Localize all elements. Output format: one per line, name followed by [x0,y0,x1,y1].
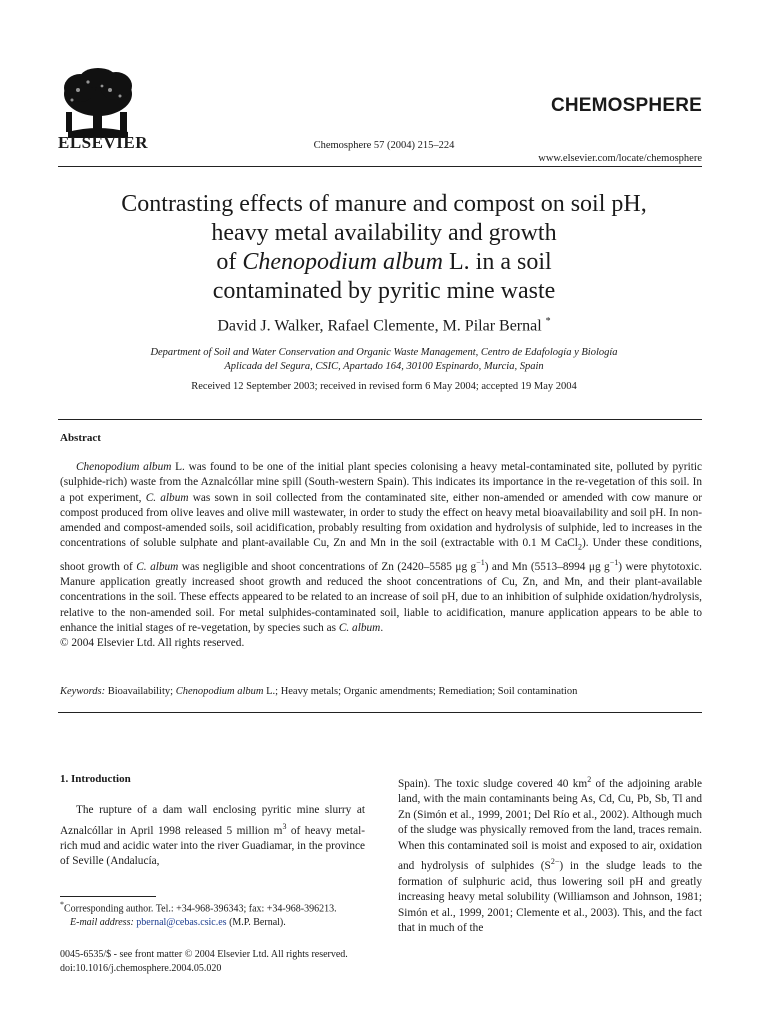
section-heading-introduction: 1. Introduction [60,773,131,785]
abstract-body: Chenopodium album L. was found to be one of the initial plant species colonising a heavy metal-contaminated site, polluted by pyritic (sulphide-rich) waste from the Aznalcóllar mine spill (South-western Spain). This indicates its importance in the re-vegetation of this soil. In a pot experiment, C. album was sown in soil collected from the contaminated site, either non-amended or amended with cow manure or compost produced from olive leaves and olive mill wastewater, in order to study the effect on heavy metal bioavailability and soil pH. In non-amended and compost-amended soils, soil acidification, probably resulting from oxidation and hydrolysis of sulphide, led to increases in the concentrations of soluble sulphate and plant-available Cu, Zn and Mn in the soil (extractable with 0.1 M CaCl$_2$). Under these conditions, shoot growth of C. album was negligible and shoot concentrations of Zn (2420–5585 μg $g^{-1}$) and Mn (5513–8994 μg $g^{-1}$) were phytotoxic. Manure application greatly increased shoot growth and reduced the shoot concentrations of Cu, Zn, and Mn, and their plant-available concentrations in the soil. These effects appeared to be related to an increase of soil pH, due to an inhibition of sulphide oxidation/hydrolysis, relative to the non-amended soil. For metal sulphides-contaminated soil, liable to acidification, manure application appears to be able to enhance the initial stages of re-vegetation, by species such as C. album. © 2004 Elsevier Ltd. All rights reserved. [60,460,702,652]
issn-line: 0045-6535/$ - see front matter © 2004 Elsevier Ltd. All rights reserved. [60,949,348,960]
title-line: contaminated by pyritic mine waste [212,278,556,304]
corresponding-author-footnote: *Corresponding author. Tel.: +34-968-396343; fax: +34-968-396213. E-mail address: pbernal@cebas.csic.es (M.P. Bernal). [60,900,337,929]
received-dates: Received 12 September 2003; received in revised form 6 May 2004; accepted 19 May 2004 [191,381,577,392]
doi-line[interactable]: doi:10.1016/j.chemosphere.2004.05.020 [60,963,222,974]
keywords: Keywords: Bioavailability; Chenopodium album L.; Heavy metals; Organic amendments; Remediation; Soil contamination [60,686,578,697]
copyright-line: © 2004 Elsevier Ltd. All rights reserved. [60,637,245,650]
abstract-heading: Abstract [60,432,101,444]
title-line: Contrasting effects of manure and compost on soil pH, [121,191,647,217]
abstract-top-divider [58,419,702,420]
intro-column-1: The rupture of a dam wall enclosing pyritic mine slurry at Aznalcóllar in April 1998 released 5 million $m^3$ of heavy metal-rich mud and acidic water into the river Guadiamar, in the province of Seville (Andalucía, [60,804,365,868]
title-line: heavy metal availability and growth [211,220,557,246]
corresponding-author-mark[interactable]: * [545,316,551,327]
author-list: David J. Walker, Rafael Clemente, M. Pilar Bernal * [217,316,551,335]
article-title [60,190,708,306]
email-link[interactable]: pbernal@cebas.csic.es [136,917,227,929]
intro-column-2: Spain). The toxic sludge covered 40 $km^2$ of the adjoining arable land, with the main contaminants being As, Cd, Cu, Pb, Sb, Tl and Zn (Simón et al., 1999, 2001; Del Río et al., 2002). Although much of the sludge was physically removed from the land, traces remain. When this contaminated soil is moist and exposed to air, oxidation and hydrolysis of sulphides $(S^{2-})$ in the sludge leads to the formation of sulphuric acid, thus lowering soil pH and greatly increasing heavy metal solubility (Williamson and Johnson, 1981; Simón et al., 1999, 2001; Clemente et al., 2003). This, and the fact that in much of the [398,775,703,935]
publisher-name: ELSEVIER [58,133,148,152]
footnote-divider [60,896,156,897]
title-line: of Chenopodium album L. in a soil [216,249,552,275]
journal-name: CHEMOSPHERE [550,95,702,116]
front-matter-info [60,948,348,976]
affiliation: Department of Soil and Water Conservation and Organic Waste Management, Centro de Edafología y Biología Aplicada del Segura, CSIC, Apartado 164, 30100 Espinardo, Murcia, Spain [150,347,618,372]
header-divider [58,166,702,167]
abstract-bottom-divider [58,712,702,713]
journal-url[interactable]: www.elsevier.com/locate/chemosphere [538,153,702,164]
journal-citation: Chemosphere 57 (2004) 215–224 [313,140,455,151]
